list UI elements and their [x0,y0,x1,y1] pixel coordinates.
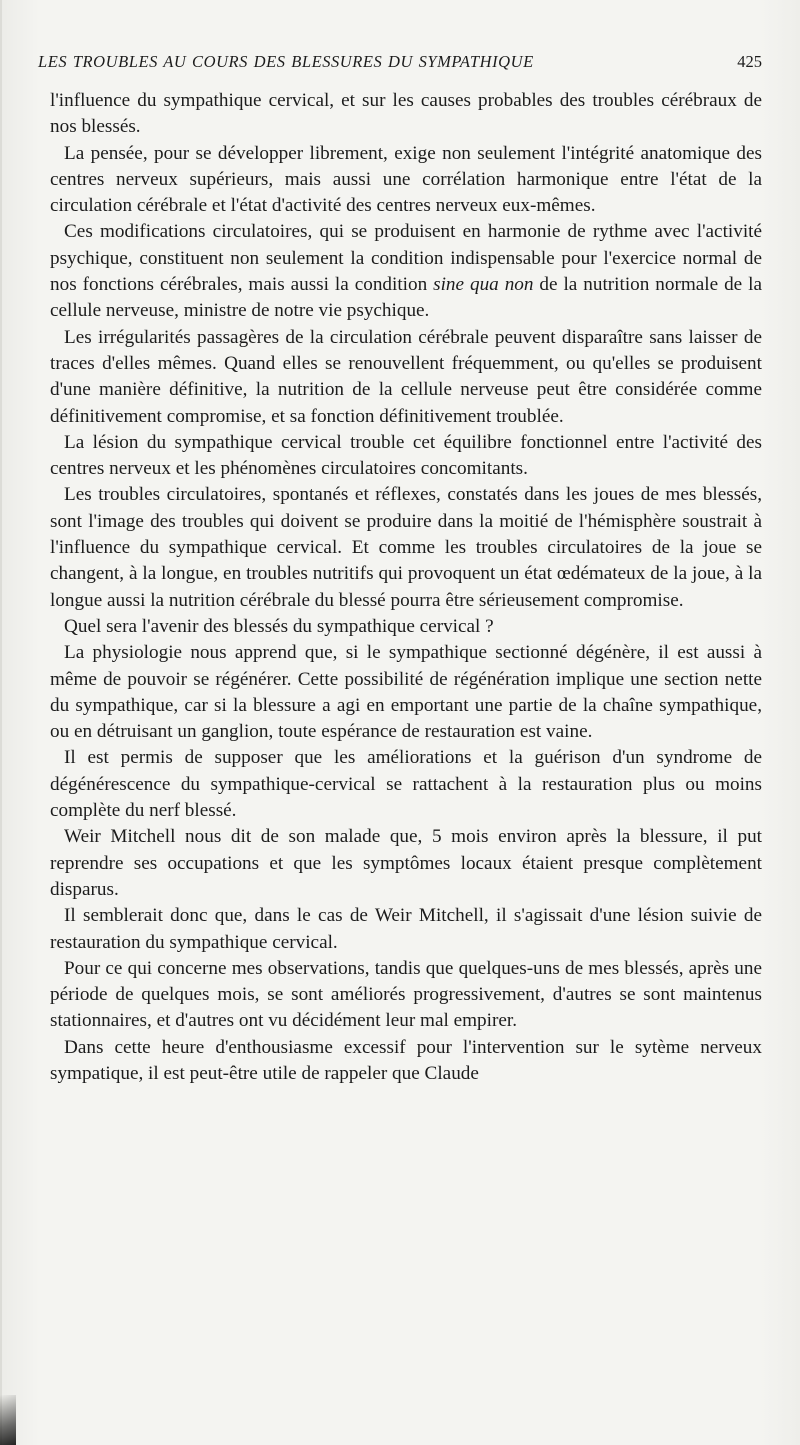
page-number: 425 [737,52,762,71]
paragraph-2: La pensée, pour se développer librement, exige non seulement l'intégrité anatomique des centres nerveux supérieurs, mais aussi une corrélation harmonique entre l'état de la circulation cérébrale et l'état d'activité des centres nerveux eux-mêmes. [50,142,762,217]
latin-phrase: sine qua non [433,274,534,296]
paragraph-3-text-after: de la nutrition normale de la cellule nerveuse, ministre de notre vie psychique. [50,274,762,322]
paragraph-3 [50,219,762,324]
paragraph-7-question: Quel sera l'avenir des blessés du sympathique cervical ? [64,615,494,637]
running-title: LES TROUBLES AU COURS DES BLESSURES DU SYMPATHIQUE [38,52,534,71]
paragraph-8: La physiologie nous apprend que, si le sympathique sectionné dégénère, il est aussi à même de pouvoir se régénérer. Cette possibilité de régénération implique une section nette du sympathique, car si la blessure a agi en emportant une partie de la chaîne sympathique, ou en détruisant un ganglion, toute espérance de restauration est vaine. [50,642,762,743]
paragraph-12: Pour ce qui concerne mes observations, tandis que quelques-uns de mes blessés, après une période de quelques mois, se sont améliorés progressivement, d'autres se sont maintenus stationnaires, et d'autres ont vu décidément leur mal empirer. [50,957,762,1032]
paragraph-10: Weir Mitchell nous dit de son malade que, 5 mois environ après la blessure, il put reprendre ses occupations et que les symptômes locaux étaient presque complètement disparus. [50,826,762,900]
paragraph-4: Les irrégularités passagères de la circulation cérébrale peuvent disparaître sans laisser de traces d'elles mêmes. Quand elles se renouvellent fréquemment, ou qu'elles se produisent d'une manière définitive, la nutrition de la cellule nerveuse peut être considérée comme définitivement compromise, et sa fonction définitivement troublée. [50,326,762,427]
page-binding-edge [0,0,2,1445]
paragraph-3-text-before: Ces modifications circulatoires, qui se produisent en harmonie de rythme avec l'activité psychique, constituent non seulement la condition indispensable pour l'exercice normal de nos fonctions cérébrales, mais aussi la condition [50,221,762,296]
paragraph-5: La lésion du sympathique cervical trouble cet équilibre fonctionnel entre l'activité des centres nerveux et les phénomènes circulatoires concomitants. [50,431,762,480]
body-text [50,88,762,1087]
paragraph-11: Il semblerait donc que, dans le cas de Weir Mitchell, il s'agissait d'une lésion suivie de restauration du sympathique cervical. [50,905,762,953]
paragraph-13: Dans cette heure d'enthousiasme excessif pour l'intervention sur le sytème nerveux sympatique, il est peut-être utile de rappeler que Claude [50,1036,762,1084]
paragraph-1: l'influence du sympathique cervical, et sur les causes probables des troubles cérébraux de nos blessés. [50,90,762,138]
paragraph-9: Il est permis de supposer que les améliorations et la guérison d'un syndrome de dégénérescence du sympathique-cervical se rattachent à la restauration plus ou moins complète du nerf blessé. [50,747,762,822]
page-header [38,50,762,78]
paragraph-6: Les troubles circulatoires, spontanés et réflexes, constatés dans les joues de mes blessés, sont l'image des troubles qui doivent se produire dans la moitié de l'hémisphère soustrait à l'influence du sympathique cervical. Et comme les troubles circulatoires de la joue se changent, à la longue, en troubles nutritifs qui provoquent un état œdémateux de la joue, à la longue aussi la nutrition cérébrale du blessé pourra être sérieusement compromise. [50,484,762,611]
scan-corner-shadow [0,1395,16,1445]
